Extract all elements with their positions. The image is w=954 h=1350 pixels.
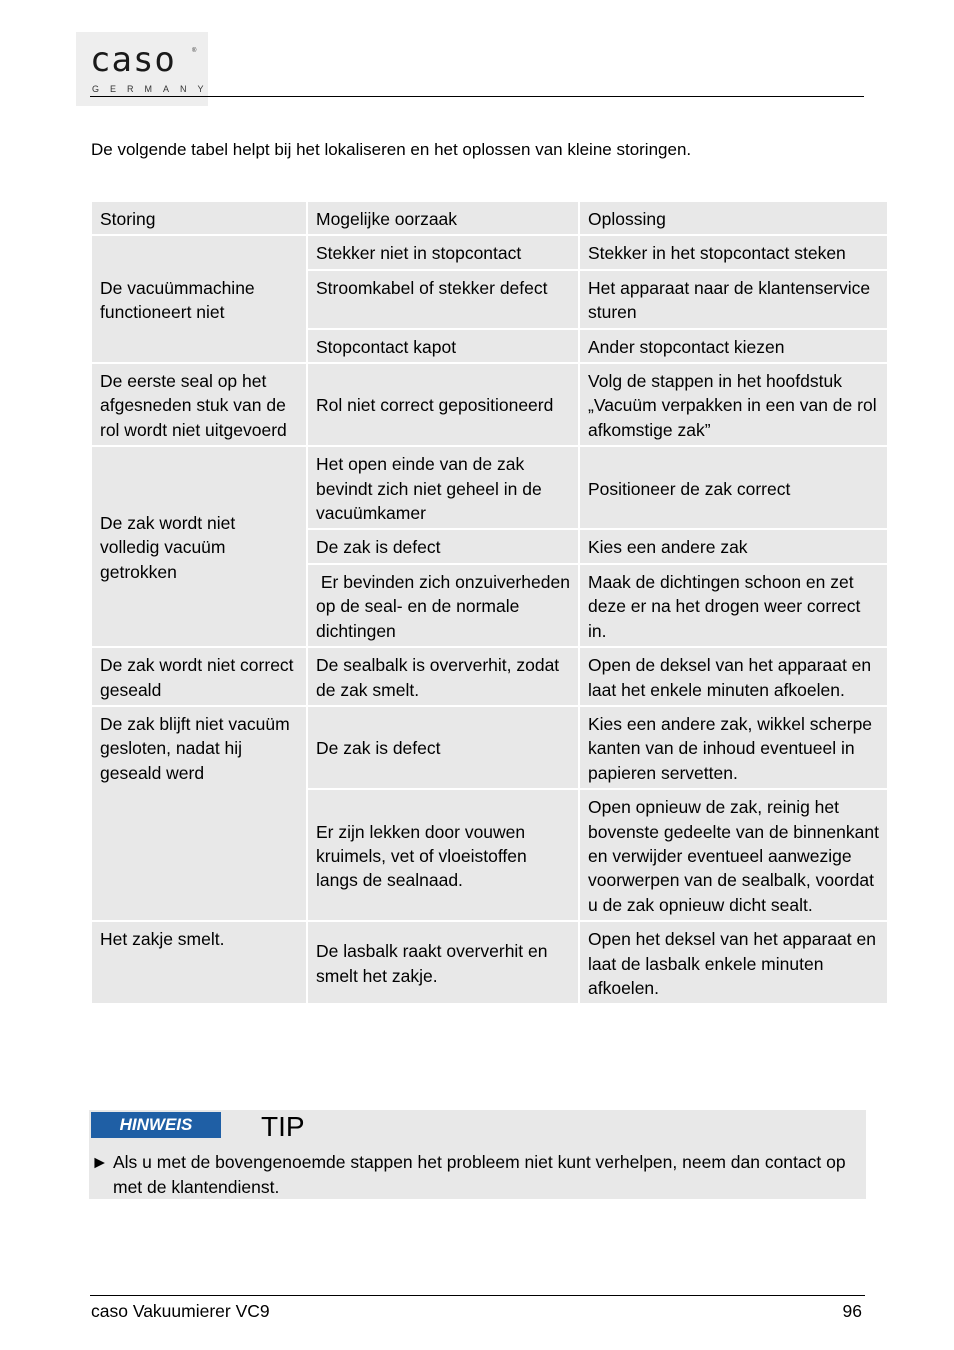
table-row [91, 363, 888, 446]
tip-title: TIP [261, 1111, 305, 1142]
tip-text-block [91, 1150, 861, 1199]
oplossing-cell: Open opnieuw de zak, reinig het bovenste gedeelte van de binnenkant en verwijder eventueel aanwezige voorwerpen van de sealbalk, voordat u de zak opnieuw dicht sealt. [579, 789, 888, 921]
storing-cell: De zak wordt niet correct geseald [91, 647, 307, 706]
oorzaak-cell: Er bevinden zich onzuiverheden op de seal- en de normale dichtingen [307, 564, 579, 647]
oplossing-cell: Open de deksel van het apparaat en laat het enkele minuten afkoelen. [579, 647, 888, 706]
oplossing-cell: Stekker in het stopcontact steken [579, 235, 888, 269]
logo-registered-mark: ® [192, 48, 197, 54]
footer-divider [90, 1295, 865, 1296]
page-number: 96 [842, 1301, 862, 1321]
storing-cell: Het zakje smelt. [91, 921, 307, 1004]
oplossing-cell: Ander stopcontact kiezen [579, 329, 888, 363]
oorzaak-cell: Stekker niet in stopcontact [307, 235, 579, 269]
oplossing-cell: Open het deksel van het apparaat en laat de lasbalk enkele minuten afkoelen. [579, 921, 888, 1004]
tip-text: Als u met de bovengenoemde stappen het probleem niet kunt verhelpen, neem dan contact op met de klantendienst. [113, 1152, 846, 1197]
table-row [91, 647, 888, 706]
tip-box [89, 1110, 866, 1199]
oorzaak-cell: De zak is defect [307, 529, 579, 563]
storing-cell: De zak blijft niet vacuüm gesloten, nadat hij geseald werd [91, 706, 307, 921]
intro-text: De volgende tabel helpt bij het lokaliseren en het oplossen van kleine storingen. [91, 140, 692, 159]
troubleshooting-table [90, 200, 889, 1005]
logo-subtitle: GERMANY [92, 84, 215, 94]
header-cell-oorzaak: Mogelijke oorzaak [307, 201, 579, 235]
header-divider [90, 96, 864, 97]
storing-cell: De eerste seal op het afgesneden stuk van de rol wordt niet uitgevoerd [91, 363, 307, 446]
arrow-right-icon: ► [91, 1152, 109, 1172]
table-row [91, 921, 888, 1004]
oplossing-cell: Kies een andere zak, wikkel scherpe kanten van de inhoud eventueel in papieren servetten. [579, 706, 888, 789]
oorzaak-cell: Stroomkabel of stekker defect [307, 270, 579, 329]
header-cell-oplossing: Oplossing [579, 201, 888, 235]
oorzaak-cell: Stopcontact kapot [307, 329, 579, 363]
hinweis-badge: HINWEIS [91, 1112, 221, 1138]
oplossing-cell: Het apparaat naar de klantenservice sturen [579, 270, 888, 329]
table-row [91, 706, 888, 789]
oorzaak-cell: De zak is defect [307, 706, 579, 789]
oplossing-cell: Positioneer de zak correct [579, 446, 888, 529]
table-row [91, 446, 888, 529]
table-header-row [91, 201, 888, 235]
table-row [91, 235, 888, 269]
oorzaak-cell: Rol niet correct gepositioneerd [307, 363, 579, 446]
oplossing-cell: Volg de stappen in het hoofdstuk „Vacuüm verpakken in een van de rol afkomstige zak” [579, 363, 888, 446]
oorzaak-cell: Het open einde van de zak bevindt zich niet geheel in de vacuümkamer [307, 446, 579, 529]
logo-wordmark: caso [90, 40, 176, 80]
oplossing-cell: Kies een andere zak [579, 529, 888, 563]
oorzaak-cell: Er zijn lekken door vouwen kruimels, vet of vloeistoffen langs de sealnaad. [307, 789, 579, 921]
oplossing-cell: Maak de dichtingen schoon en zet deze er na het drogen weer correct in. [579, 564, 888, 647]
caso-logo [76, 32, 215, 106]
footer-product-name: caso Vakuumierer VC9 [91, 1301, 270, 1321]
storing-cell: De zak wordt niet volledig vacuüm getrokken [91, 446, 307, 647]
header-cell-storing: Storing [91, 201, 307, 235]
storing-cell: De vacuümmachine functioneert niet [91, 235, 307, 363]
oorzaak-cell: De lasbalk raakt oververhit en smelt het zakje. [307, 921, 579, 1004]
oorzaak-cell: De sealbalk is oververhit, zodat de zak smelt. [307, 647, 579, 706]
